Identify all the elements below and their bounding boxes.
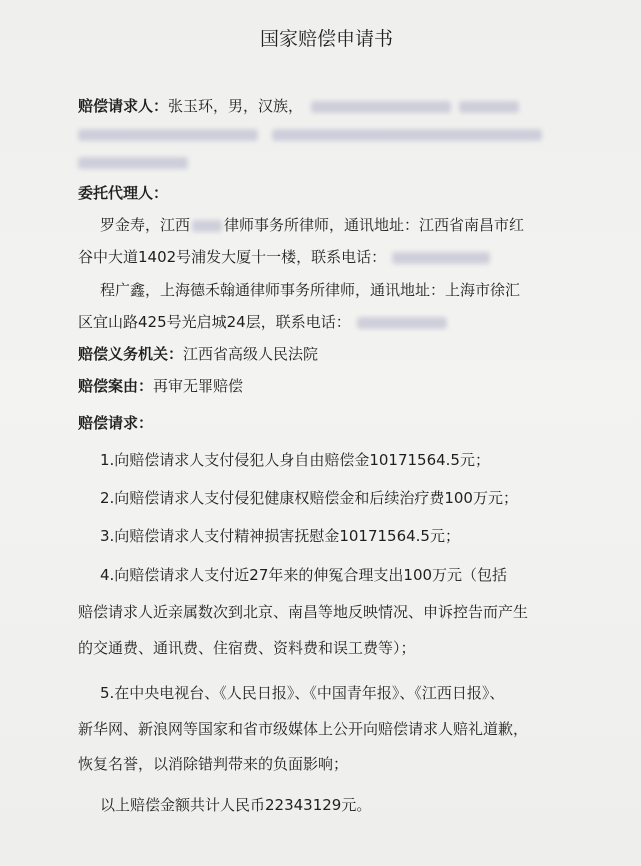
request-item-4-cont: 赔偿请求人近亲属数次到北京、南昌等地反映情况、申诉控告而产生	[78, 603, 529, 621]
document-title: 国家赔偿申请书	[260, 28, 394, 50]
request-item-2: 2.向赔偿请求人支付侵犯健康权赔偿金和后续治疗费100万元；	[100, 489, 518, 507]
agent-line	[78, 311, 447, 333]
request-item-4: 4.向赔偿请求人支付近27年来的伸冤合理支出100万元（包括	[100, 566, 508, 584]
agent-label: 委托代理人：	[78, 184, 169, 202]
obligor-label: 赔偿义务机关：	[78, 345, 184, 363]
agent-text: 区宜山路425号光启城24层，联系电话：	[78, 313, 351, 331]
cause-label: 赔偿案由：	[78, 377, 154, 395]
claimant-redacted-line	[78, 151, 188, 173]
redacted-block	[272, 129, 542, 141]
redacted-block	[392, 252, 490, 264]
request-item-4-cont: 的交通费、通讯费、住宿费、资料费和误工费等）；	[78, 639, 416, 657]
redacted-block	[192, 220, 222, 232]
redacted-block	[357, 317, 447, 329]
redacted-block	[459, 101, 519, 113]
request-item-5: 5.在中央电视台、《人民日报》、《中国青年报》、《江西日报》、	[100, 684, 505, 702]
total-line: 以上赔偿金额共计人民币22343129元。	[100, 796, 372, 814]
claimant-redacted-line	[78, 123, 542, 145]
request-item-3: 3.向赔偿请求人支付精神损害抚慰金10171564.5元；	[100, 527, 460, 545]
claimant-line	[78, 95, 519, 117]
obligor-line	[78, 343, 318, 365]
agent-line	[100, 214, 524, 236]
request-item-5-cont: 新华网、新浪网等国家和省市级媒体上公开向赔偿请求人赔礼道歉，	[78, 720, 529, 738]
agent-line	[78, 246, 490, 268]
agent-text: 谷中大道1402号浦发大厦十一楼，联系电话：	[78, 248, 387, 266]
agent-line: 程广鑫，上海德禾翰通律师事务所律师，通讯地址：上海市徐汇	[100, 281, 521, 299]
request-item-5-cont: 恢复名誉，以消除错判带来的负面影响；	[78, 755, 349, 773]
obligor-text: 江西省高级人民法院	[183, 345, 319, 363]
agent-text: 罗金寿，江西	[100, 216, 191, 234]
cause-line	[78, 375, 243, 397]
agent-text: 律师事务所律师，通讯地址：江西省南昌市红	[224, 216, 525, 234]
redacted-block	[78, 129, 258, 141]
redacted-block	[311, 101, 451, 113]
claimant-text: 张玉环，男，汉族，	[168, 97, 304, 115]
redacted-block	[78, 157, 188, 169]
request-item-1: 1.向赔偿请求人支付侵犯人身自由赔偿金10171564.5元；	[100, 451, 490, 469]
cause-text: 再审无罪赔偿	[153, 377, 244, 395]
requests-label: 赔偿请求：	[78, 414, 154, 432]
claimant-label: 赔偿请求人：	[78, 97, 169, 115]
